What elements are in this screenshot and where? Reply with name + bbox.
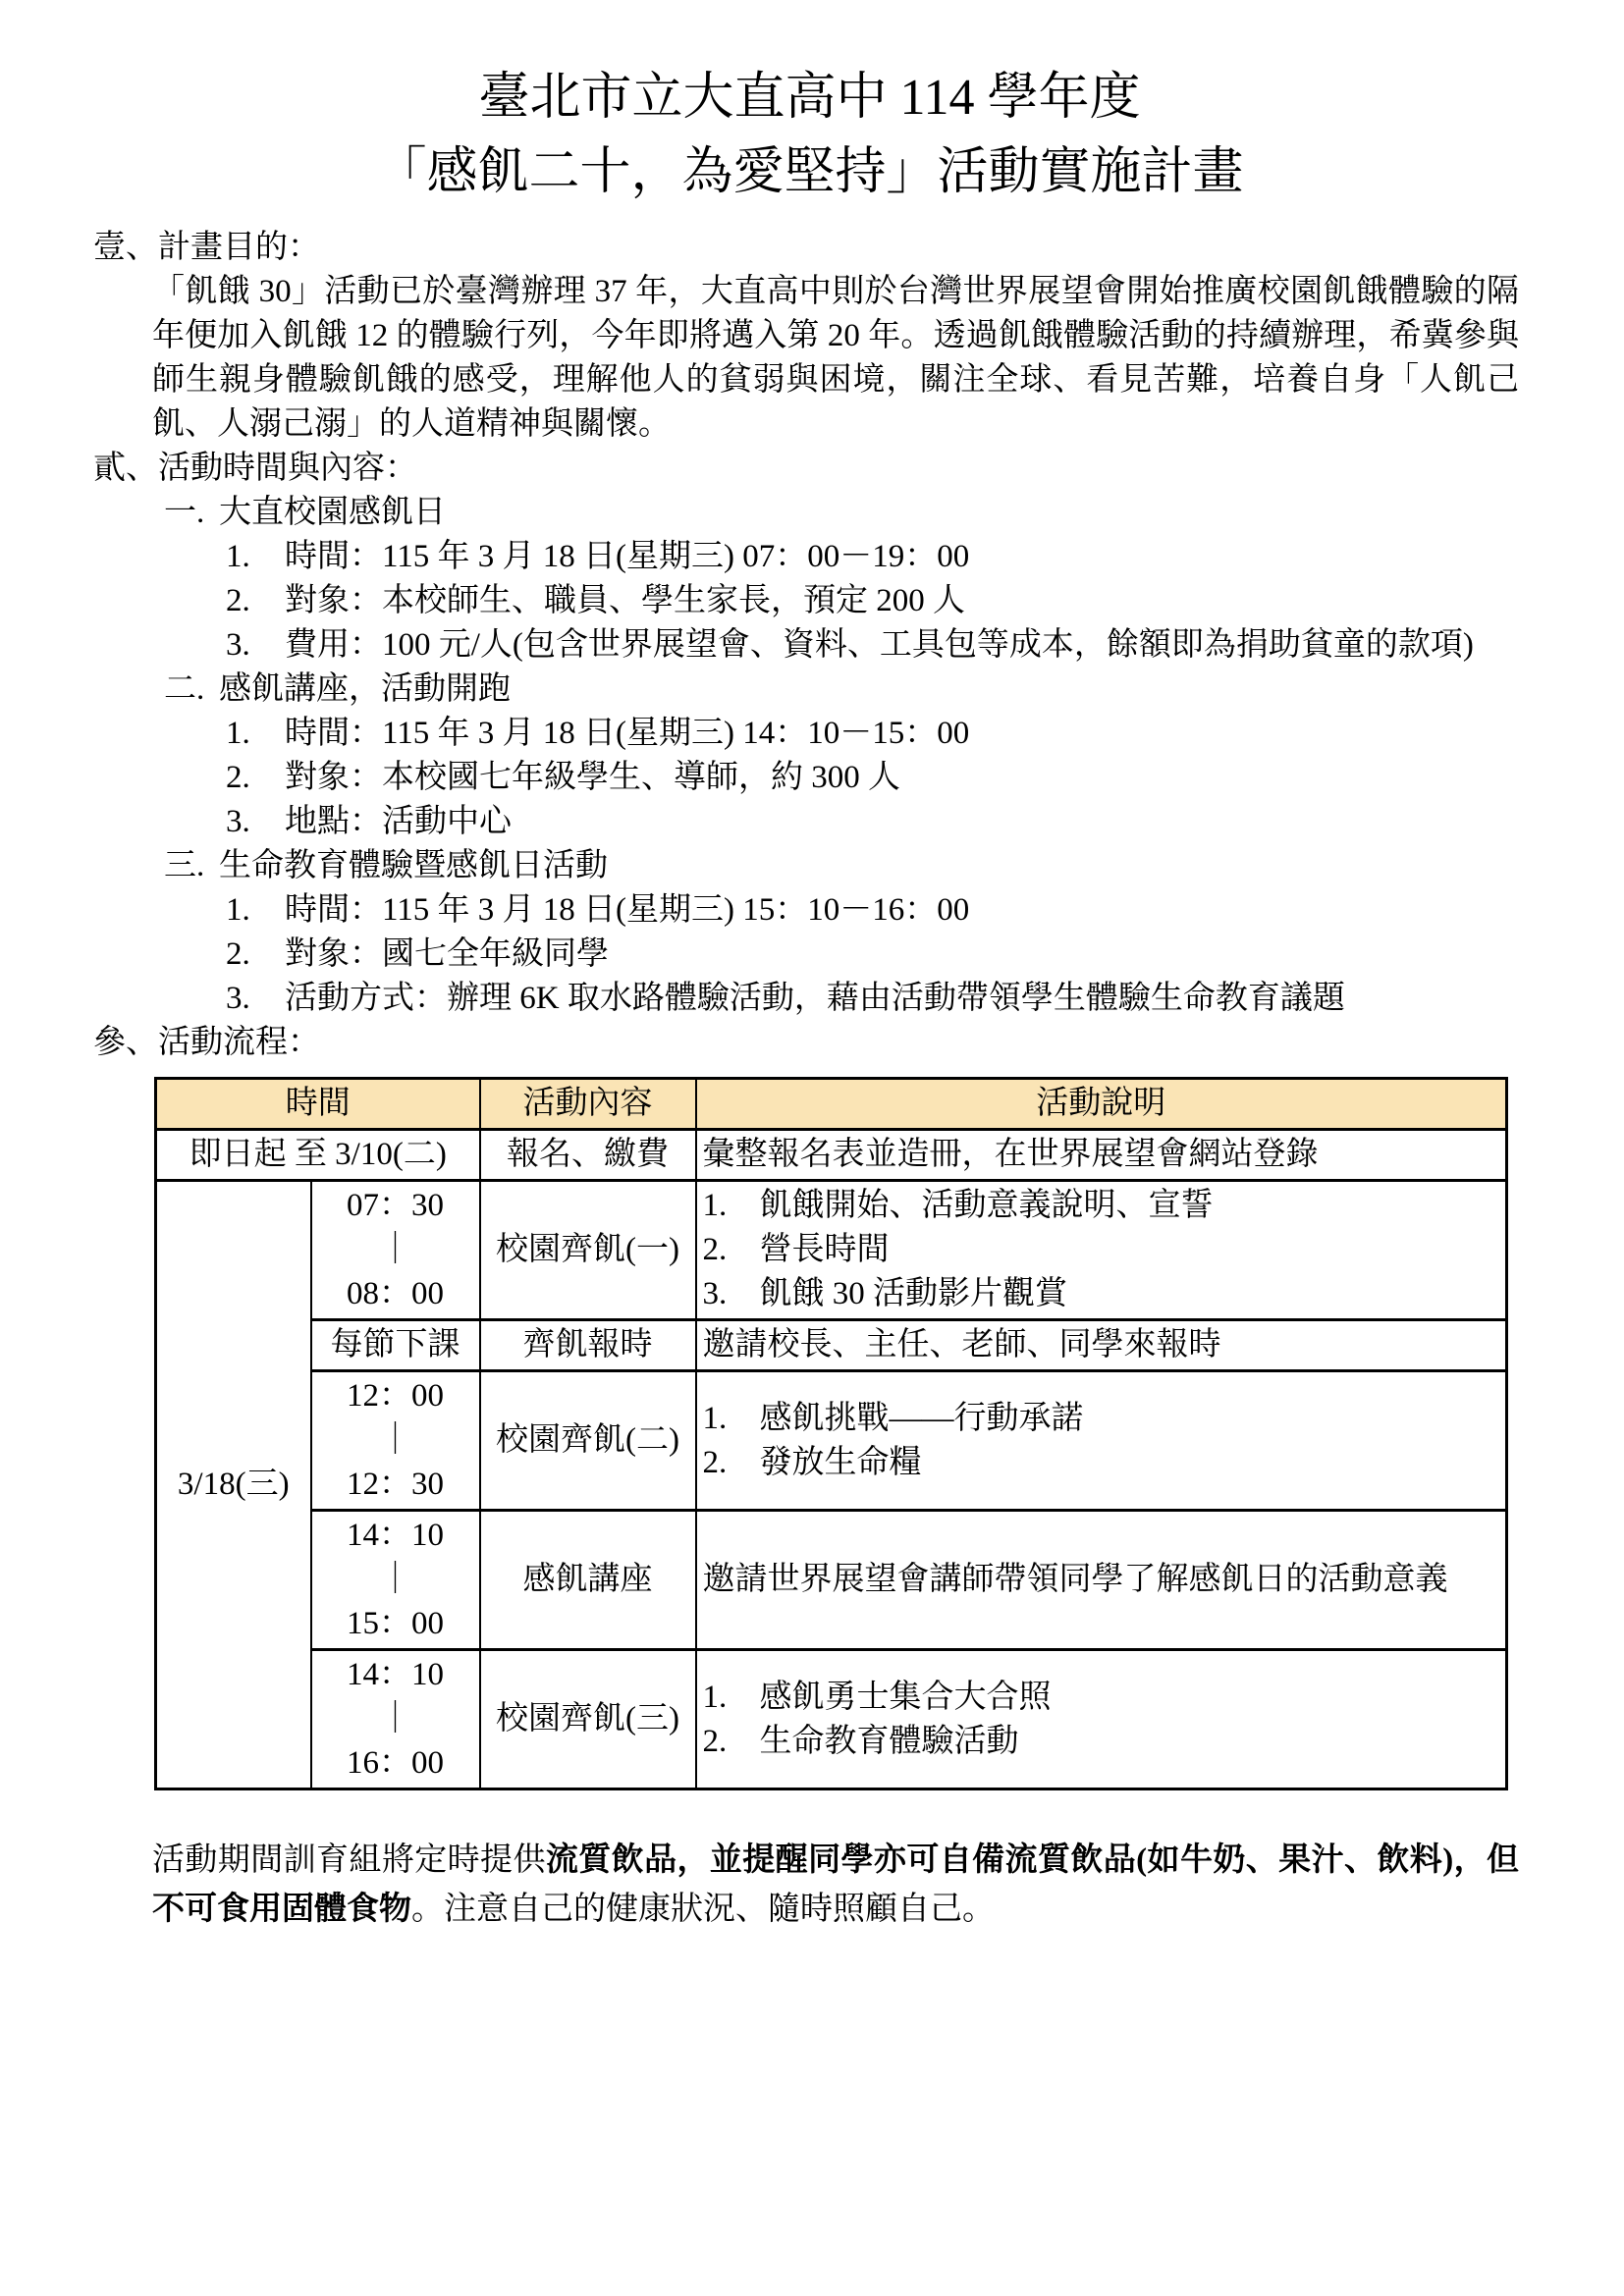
sub-num: 2. bbox=[226, 760, 250, 795]
desc-num: 3. bbox=[702, 1276, 728, 1311]
notice-bold: 流質飲品，並提醒同學亦可自備流質飲品(如牛奶、果汁、飲料)，但不可食用固體食物 bbox=[152, 1842, 1520, 1927]
section-purpose-heading: 壹、計畫目的： bbox=[93, 230, 320, 265]
description-cell bbox=[696, 1371, 1507, 1511]
desc-item bbox=[703, 1720, 1500, 1764]
sub-num: 1. bbox=[226, 716, 250, 751]
col-header-description: 活動說明 bbox=[696, 1079, 1507, 1130]
sub-num: 3. bbox=[226, 981, 250, 1016]
document-body bbox=[93, 226, 1526, 1934]
desc-text: 發放生命糧 bbox=[759, 1444, 922, 1480]
sub-text: 地點：活動中心 bbox=[285, 804, 512, 839]
description-cell: 邀請校長、主任、老師、同學來報時 bbox=[696, 1320, 1507, 1371]
time-separator: ｜ bbox=[379, 1701, 411, 1736]
time-end: 16：00 bbox=[347, 1745, 444, 1781]
signup-description-cell: 彙整報名表並造冊，在世界展望會網站登錄 bbox=[696, 1130, 1507, 1181]
desc-num: 1. bbox=[702, 1400, 728, 1436]
sub-text: 時間：115 年 3 月 18 日(星期三) 07：00－19：00 bbox=[285, 539, 970, 574]
time-separator: ｜ bbox=[379, 1232, 411, 1267]
table-row-morning bbox=[156, 1181, 1507, 1320]
time-end: 15：00 bbox=[347, 1606, 444, 1641]
desc-num: 2. bbox=[702, 1232, 728, 1267]
list-item-2-sub-2 bbox=[226, 756, 1526, 800]
desc-text: 生命教育體驗活動 bbox=[759, 1723, 1019, 1759]
signup-content-cell: 報名、繳費 bbox=[480, 1130, 696, 1181]
time-cell bbox=[311, 1371, 480, 1511]
sub-text: 時間：115 年 3 月 18 日(星期三) 15：10－16：00 bbox=[285, 892, 970, 928]
desc-num: 1. bbox=[702, 1188, 728, 1223]
list-item-3-title: 生命教育體驗暨感飢日活動 bbox=[219, 848, 608, 883]
time-start: 14：10 bbox=[347, 1518, 444, 1553]
desc-text: 營長時間 bbox=[759, 1232, 890, 1267]
time-end: 12：30 bbox=[347, 1467, 444, 1502]
list-item-1-label: 一. bbox=[164, 495, 205, 530]
time-cell bbox=[311, 1650, 480, 1789]
col-header-time: 時間 bbox=[156, 1079, 480, 1130]
sub-num: 2. bbox=[226, 936, 250, 972]
list-item-3-sub-2 bbox=[226, 933, 1526, 977]
list-item-3-sub-3 bbox=[226, 977, 1526, 1021]
list-item-2 bbox=[164, 667, 1526, 712]
description-cell bbox=[696, 1650, 1507, 1789]
sub-text: 對象：本校師生、職員、學生家長，預定 200 人 bbox=[285, 583, 965, 618]
time-start: 12：00 bbox=[347, 1378, 444, 1414]
table-row-afternoon bbox=[156, 1650, 1507, 1789]
schedule-table bbox=[154, 1077, 1508, 1790]
table-row-breaks bbox=[156, 1320, 1507, 1371]
description-cell: 邀請世界展望會講師帶領同學了解感飢日的活動意義 bbox=[696, 1511, 1507, 1650]
list-item-1-sub-3 bbox=[226, 623, 1526, 667]
sub-num: 3. bbox=[226, 804, 250, 839]
content-cell: 校園齊飢(三) bbox=[480, 1650, 696, 1789]
list-item-2-sub-1 bbox=[226, 712, 1526, 756]
list-item-1 bbox=[164, 491, 1526, 535]
table-row-noon bbox=[156, 1371, 1507, 1511]
list-item-2-label: 二. bbox=[164, 671, 205, 707]
list-item-1-title: 大直校園感飢日 bbox=[219, 495, 446, 530]
notice-regular-end: 。注意自己的健康狀況、隨時照顧自己。 bbox=[411, 1892, 995, 1927]
table-row-signup bbox=[156, 1130, 1507, 1181]
desc-item bbox=[703, 1397, 1500, 1441]
desc-item bbox=[703, 1441, 1500, 1485]
content-cell: 校園齊飢(一) bbox=[480, 1181, 696, 1320]
health-notice bbox=[152, 1836, 1519, 1934]
time-end: 08：00 bbox=[347, 1276, 444, 1311]
notice-regular-start: 活動期間訓育組將定時提供 bbox=[152, 1842, 546, 1878]
sub-text: 對象：本校國七年級學生、導師，約 300 人 bbox=[285, 760, 900, 795]
sub-num: 1. bbox=[226, 892, 250, 928]
list-item-3-sub-1 bbox=[226, 888, 1526, 933]
description-cell bbox=[696, 1181, 1507, 1320]
sub-text: 費用：100 元/人(包含世界展望會、資料、工具包等成本，餘額即為捐助貧童的款項) bbox=[285, 627, 1474, 663]
desc-num: 2. bbox=[702, 1444, 728, 1480]
list-item-3-label: 三. bbox=[164, 848, 205, 883]
sub-num: 1. bbox=[226, 539, 250, 574]
time-cell bbox=[311, 1181, 480, 1320]
section-purpose-paragraph: 「飢餓 30」活動已於臺灣辦理 37 年，大直高中則於台灣世界展望會開始推廣校園飢餓體驗的隔年便加入飢餓 12 的體驗行列，今年即將邁入第 20 年。透過飢餓體驗活動的持續辦理，希冀參與師生親身體驗飢餓的感受，理解他人的貧弱與困境，關注全球、看見苦難，培養自身「人飢己飢、人溺己溺」的人道精神與關懷。 bbox=[152, 274, 1519, 442]
time-start: 07：30 bbox=[347, 1188, 444, 1223]
desc-num: 2. bbox=[702, 1723, 728, 1759]
table-row-lecture bbox=[156, 1511, 1507, 1650]
signup-time-cell: 即日起 至 3/10(二) bbox=[156, 1130, 480, 1181]
list-item-2-title: 感飢講座，活動開跑 bbox=[219, 671, 511, 707]
desc-item bbox=[703, 1184, 1500, 1228]
list-item-1-sub-2 bbox=[226, 579, 1526, 623]
desc-text: 飢餓 30 活動影片觀賞 bbox=[759, 1276, 1067, 1311]
sub-text: 對象：國七全年級同學 bbox=[285, 936, 609, 972]
desc-num: 1. bbox=[702, 1679, 728, 1715]
desc-item bbox=[703, 1676, 1500, 1720]
sub-text: 時間：115 年 3 月 18 日(星期三) 14：10－15：00 bbox=[285, 716, 970, 751]
date-cell: 3/18(三) bbox=[156, 1181, 311, 1789]
sub-num: 2. bbox=[226, 583, 250, 618]
table-header-row bbox=[156, 1079, 1507, 1130]
time-cell bbox=[311, 1511, 480, 1650]
content-cell: 感飢講座 bbox=[480, 1511, 696, 1650]
document-title: 臺北市立大直高中 114 學年度 bbox=[478, 70, 1141, 126]
document-subtitle: 「感飢二十，為愛堅持」活動實施計畫 bbox=[375, 144, 1244, 200]
list-item-2-sub-3 bbox=[226, 800, 1526, 844]
content-cell: 齊飢報時 bbox=[480, 1320, 696, 1371]
col-header-content: 活動內容 bbox=[480, 1079, 696, 1130]
list-item-3 bbox=[164, 844, 1526, 888]
desc-text: 感飢挑戰——行動承諾 bbox=[759, 1400, 1084, 1436]
list-item-1-sub-1 bbox=[226, 535, 1526, 579]
content-cell: 校園齊飢(二) bbox=[480, 1371, 696, 1511]
desc-text: 感飢勇士集合大合照 bbox=[759, 1679, 1052, 1715]
section-flow-heading: 參、活動流程： bbox=[93, 1025, 320, 1060]
time-cell bbox=[311, 1320, 480, 1371]
section-schedule-heading: 貳、活動時間與內容： bbox=[93, 451, 417, 486]
time-label: 每節下課 bbox=[330, 1327, 460, 1362]
desc-item bbox=[703, 1228, 1500, 1272]
desc-text: 飢餓開始、活動意義說明、宣誓 bbox=[759, 1188, 1214, 1223]
sub-num: 3. bbox=[226, 627, 250, 663]
time-separator: ｜ bbox=[379, 1422, 411, 1458]
desc-item bbox=[703, 1272, 1500, 1316]
time-separator: ｜ bbox=[379, 1562, 411, 1597]
sub-text: 活動方式：辦理 6K 取水路體驗活動，藉由活動帶領學生體驗生命教育議題 bbox=[285, 981, 1345, 1016]
time-start: 14：10 bbox=[347, 1657, 444, 1692]
